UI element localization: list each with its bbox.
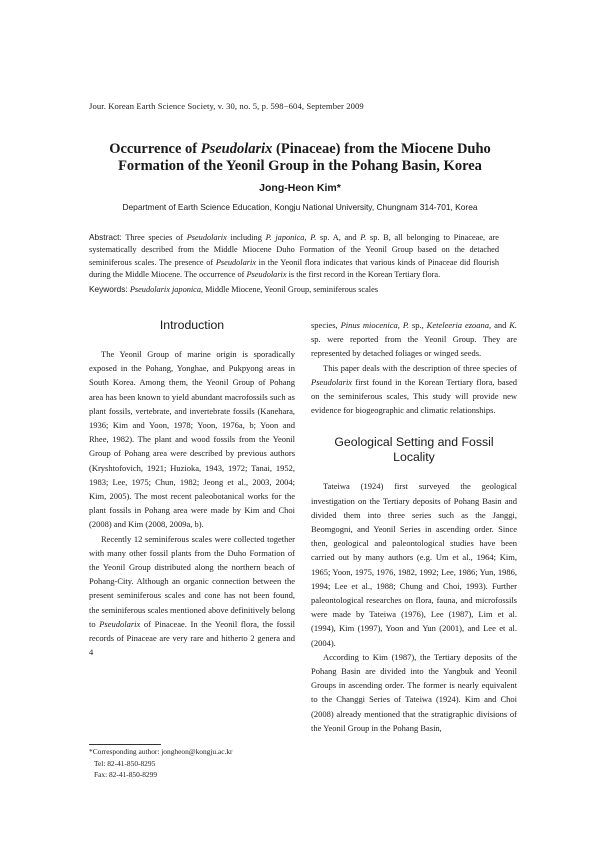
corresponding-author: *Corresponding author: jongheon@kongju.ac.kr bbox=[89, 747, 233, 756]
telephone: Tel: 82-41-850-8295 bbox=[94, 758, 156, 768]
intro-paragraph-2: Recently 12 seminiferous scales were collected together with many other fossil plants from the Duho Formation of the Yeonil Group distributed along the northern beach of Pohang-City. Although an organic connection between the present seminiferous scales and cone has not been found, the seminiferous scales mentioned above definitively belong to Pseudolarix of Pinaceae. In the Yeonil flora, the fossil records of Pinaceae are very rare and hitherto 2 genera and 4 bbox=[89, 533, 295, 658]
italic-taxon: Pseudolarix bbox=[246, 270, 287, 280]
abstract bbox=[89, 231, 499, 282]
italic-taxon: Pseudolarix bbox=[215, 257, 256, 267]
keywords-text: Pseudolarix japonica, Middle Miocene, Yeonil Group, seminiferous scales bbox=[129, 285, 379, 294]
italic-taxon: K. bbox=[509, 320, 518, 330]
italic-taxon: P. japonica bbox=[265, 233, 305, 242]
paper-title bbox=[60, 141, 540, 175]
italic-taxon: Pseudolarix japonica bbox=[129, 285, 202, 294]
title-line-1: Occurrence of Pseudolarix (Pinaceae) from the Miocene Duho bbox=[109, 141, 491, 157]
keywords bbox=[89, 284, 509, 294]
left-column bbox=[89, 318, 295, 659]
keywords-label: Keywords: bbox=[89, 284, 128, 294]
journal-citation: Jour. Korean Earth Science Society, v. 30, no. 5, p. 598−604, September 2009 bbox=[89, 101, 364, 111]
italic-taxon: Pseudolarix bbox=[311, 376, 353, 387]
italic-taxon: P. bbox=[360, 233, 367, 242]
title-line-2: Formation of the Yeonil Group in the Pohang Basin, Korea bbox=[118, 158, 482, 174]
abstract-text: Three species of Pseudolarix including P. japonica, P. sp. A, and P. sp. B, all belonging to Pinaceae, are systematically described from the Middle Miocene Duho Formation of the Yeonil Group based on the detached seminiferous scales. The presence of Pseudolarix in the Yeonil flora indicates that various kinds of Pinaceae did flourish during the Middle Miocene. The occurrence of Pseudolarix is the first record in the Korean Tertiary flora. bbox=[89, 233, 499, 280]
footnote bbox=[89, 746, 233, 781]
geology-paragraph-2: According to Kim (1987), the Tertiary deposits of the Pohang Basin are divided into the Yangbuk and Yeonil Groups in ascending order. The former is nearly equivalent to the Changgi Series of Tateiwa (1924). Kim and Choi (2008) already mentioned that the stratigraphic divisions of the Yeonil Group in the Pohang Basin, bbox=[311, 651, 517, 733]
right-column bbox=[311, 318, 517, 735]
italic-taxon: Pseudolarix bbox=[186, 233, 227, 242]
italic-taxon: P. bbox=[310, 233, 317, 242]
geology-heading: Geological Setting and Fossil Locality bbox=[334, 435, 494, 465]
intro-paragraph-3: species, Pinus miocenica, P. sp., Keteleeria ezoana, and K. sp. were reported from the Yeonil Group. They are represented by detached foliages or winged seeds. bbox=[311, 320, 518, 359]
footnote-divider bbox=[89, 744, 161, 745]
italic-taxon: Pseudolarix bbox=[99, 618, 141, 629]
title-genus: Pseudolarix bbox=[200, 141, 273, 157]
intro-paragraph-4: This paper deals with the description of three species of Pseudolarix first found in the Korean Tertiary flora, based on the seminiferous scales, This study will provide new evidence for biogeographic and climatic relationships. bbox=[311, 362, 517, 416]
geology-paragraph-1: Tateiwa (1924) first surveyed the geological investigation on the Tertiary deposits of Pohang Basin and divided them into three series such as the Janggi, Beomgogni, and Yeonil Series in ascending order. Since then, geological and paleontological studies have been carried out by many authors (e.g. Um et al., 1964; Kim, 1965; Yoon, 1975, 1976, 1982, 1992; Lee, 1986; Yun, 1986, 1994; Lee et al., 1988; Chung and Choi, 1993). Further paleontological researches on flora, fauna, and microfossils were made by Tateiwa (1976), Lee (1987), Lim et al. (1994), Kim (1997), Yoon and Yun (2001), and Lee et al. (2004). bbox=[311, 481, 517, 648]
italic-taxon: P. bbox=[402, 320, 410, 330]
intro-paragraph-1: The Yeonil Group of marine origin is sporadically exposed in the Pohang, Yonghae, and Pukpyong areas in South Korea. Among them, the Yeonil Group of Pohang area has been known to yield abundant macrofossils such as plant fossils, vertebrate, and invertebrate fossils (Kanehara, 1936; Kim and Yoon, 1978; Yoon, 1976a, b; Yoon and Rhee, 1982). The plant and wood fossils from the Yeonil Group of Pohang area were described by previous authors (Kryshtofovich, 1921; Huzioka, 1943, 1972; Tanai, 1952, 1983; Lee, 1975; Chun, 1982; Jeong et al., 2003, 2004; Kim, 2005). The most recent paleobotanical works for the plant fossils in Pohang area were made by Kim and Choi (2008) and Kim (2008, 2009a, b). bbox=[89, 349, 295, 530]
author-name: Jong-Heon Kim* bbox=[259, 182, 341, 194]
abstract-label: Abstract: bbox=[89, 232, 122, 242]
fax: Fax: 82-41-850-8299 bbox=[94, 770, 158, 780]
introduction-heading: Introduction bbox=[159, 318, 225, 332]
italic-taxon: Pinus miocenica bbox=[340, 320, 398, 330]
italic-taxon: Keteleeria ezoana bbox=[426, 320, 490, 330]
author-affiliation: Department of Earth Science Education, Kongju National University, Chungnam 314-701, Korea bbox=[122, 202, 478, 212]
